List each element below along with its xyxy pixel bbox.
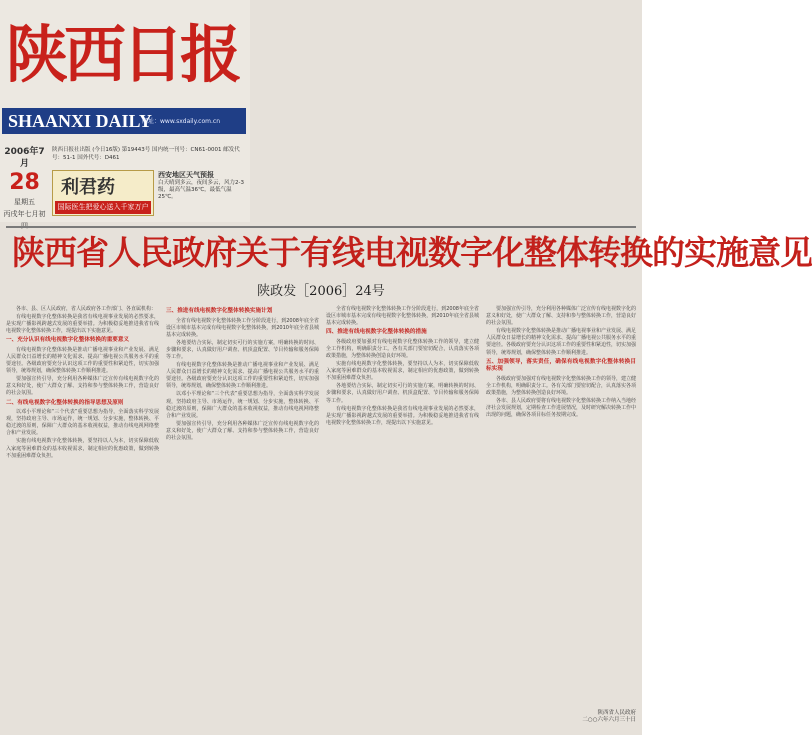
signing-date: 二○○六年六月三十日 bbox=[582, 717, 636, 723]
issue-lunar-date: 丙戌年七月初 bbox=[3, 210, 46, 218]
paragraph: 以邓小平理论和“三个代表”重要思想为指导，全面落实科学发展观，坚持政府主导、市场运作，统一规划、分步实施，整体转换、平稳过渡的原则，保障广大群众的基本收视权益，推动有线电视网络整合和产业发展。 bbox=[166, 391, 319, 419]
paragraph: 各地要结合实际，制定切实可行的实施方案，明确转换的时间、步骤和要求，认真做好用户调查、机顶盒配置、节目传输和服务保障等工作。 bbox=[166, 339, 319, 360]
ad-subtitle: 国际医生把爱心送入千家万户 bbox=[55, 201, 151, 214]
section-heading: 二、有线电视数字化整体转换的指导思想及原则 bbox=[6, 399, 124, 406]
paragraph: 各市、县、区人民政府，省人民政府各工作部门、各直属机构： bbox=[16, 306, 157, 312]
section-heading: 五、加强领导，落实责任，确保有线电视数字化整体转换目标实现 bbox=[486, 358, 636, 373]
paragraph: 有线电视数字化整体转换是我省有线电视事业发展的必然要求，是实现广播影视跨越式发展的重要举措。为积极稳妥地推进我省有线电视数字化整体转换工作，现提出以下实施意见。 bbox=[6, 314, 159, 335]
paragraph: 全省有线电视数字化整体转换工作分阶段进行，到2008年底全省设区市城市基本完成有线电视数字化整体转换，到2010年底全省县城基本完成转换。 bbox=[166, 317, 319, 338]
paragraph: 有线电视数字化整体转换是我省有线电视事业发展的必然要求，是实现广播影视跨越式发展的重要举措。为积极稳妥地推进我省有线电视数字化整体转换工作，现提出以下实施意见。 bbox=[326, 405, 479, 426]
article-column-3 bbox=[326, 306, 479, 726]
paragraph: 全省有线电视数字化整体转换工作分阶段进行，到2008年底全省设区市城市基本完成有线电视数字化整体转换，到2010年底全省县城基本完成转换。 bbox=[326, 306, 479, 327]
newspaper-title-english: SHAANXI DAILY bbox=[2, 108, 246, 134]
paragraph: 各级政府要加强对有线电视数字化整体转换工作的领导，建立健全工作机构，明确职责分工。各有关部门要密切配合，认真落实各项政策措施，为整体转换创造良好环境。 bbox=[326, 338, 479, 359]
ad-title: 利君药 bbox=[61, 177, 115, 198]
issue-day: 28 bbox=[9, 170, 40, 195]
paragraph: 各市、县人民政府要将有线电视数字化整体转换工作纳入当地经济社会发展规划，定期检查工作进展情况，及时研究解决转换工作中出现的问题，确保各项目标任务按期完成。 bbox=[486, 397, 637, 419]
paragraph: 以邓小平理论和“三个代表”重要思想为指导，全面落实科学发展观，坚持政府主导、市场运作，统一规划、分步实施，整体转换、平稳过渡的原则，保障广大群众的基本收视权益，推动有线电视网络整合和产业发展。 bbox=[6, 409, 159, 437]
paragraph: 实施有线电视数字化整体转换，要坚持以人为本，切实保障低收入家庭等困难群众的基本收视需求，制定相应的优惠政策，做到转换不加重困难群众负担。 bbox=[326, 361, 479, 382]
paragraph: 要加强宣传引导，充分利用各种媒体广泛宣传有线电视数字化的意义和好处，使广大群众了解、支持和参与整体转换工作，营造良好的社会氛围。 bbox=[6, 376, 159, 397]
paragraph: 要加强宣传引导，充分利用各种媒体广泛宣传有线电视数字化的意义和好处，使广大群众了解、支持和参与整体转换工作，营造良好的社会氛围。 bbox=[486, 306, 637, 327]
weather-forecast bbox=[158, 170, 248, 216]
article-column-4 bbox=[486, 306, 636, 726]
paragraph: 各地要结合实际，制定切实可行的实施方案，明确转换的时间、步骤和要求，认真做好用户调查、机顶盒配置、节目传输和服务保障等工作。 bbox=[326, 383, 479, 404]
paragraph: 要加强宣传引导，充分利用各种媒体广泛宣传有线电视数字化的意义和好处，使广大群众了解、支持和参与整体转换工作，营造良好的社会氛围。 bbox=[166, 420, 319, 441]
issue-weekday: 星期五 bbox=[14, 198, 35, 206]
publication-info: 陕西日报社出版 (今日16版) 第19443号 国内统一刊号：CN61-0001 邮发代号：51-1 国外代号：D461 bbox=[52, 147, 240, 161]
article-headline: 陕西省人民政府关于有线电视数字化整体转换的实施意见 bbox=[12, 233, 812, 272]
paragraph: 各级政府要加强对有线电视数字化整体转换工作的领导，建立健全工作机构，明确职责分工。各有关部门要密切配合，认真落实各项政策措施，为整体转换创造良好环境。 bbox=[486, 375, 637, 396]
paragraph: 实施有线电视数字化整体转换，要坚持以人为本，切实保障低收入家庭等困难群众的基本收视需求，制定相应的优惠政策，做到转换不加重困难群众负担。 bbox=[6, 438, 159, 459]
divider bbox=[6, 226, 636, 228]
paragraph: 有线电视数字化整体转换是推动广播电视事业和产业发展、满足人民群众日益增长的精神文化需求、提高广播电视公共服务水平的重要途径。各级政府要充分认识这项工作的重要性和紧迫性，切实加强领导，统筹规划，确保整体转换工作顺利推进。 bbox=[486, 328, 637, 356]
newspaper-url: 网址：www.sxdaily.com.cn bbox=[142, 118, 221, 125]
paragraph: 有线电视数字化整体转换是推动广播电视事业和产业发展、满足人民群众日益增长的精神文化需求、提高广播电视公共服务水平的重要途径。各级政府要充分认识这项工作的重要性和紧迫性，切实加强领导，统筹规划，确保整体转换工作顺利推进。 bbox=[6, 346, 159, 375]
advertisement-box bbox=[52, 170, 154, 216]
section-heading: 三、推进有线电视数字化整体转换实施计划 bbox=[166, 308, 273, 314]
article-column-2 bbox=[166, 306, 319, 726]
weather-title: 西安地区天气预报 bbox=[158, 171, 214, 179]
paragraph: 有线电视数字化整体转换是推动广播电视事业和产业发展、满足人民群众日益增长的精神文化需求、提高广播电视公共服务水平的重要途径。各级政府要充分认识这项工作的重要性和紧迫性，切实加强领导，统筹规划，确保整体转换工作顺利推进。 bbox=[166, 362, 319, 390]
article-column-1 bbox=[6, 306, 159, 726]
signing-organization: 陕西省人民政府 bbox=[597, 710, 636, 716]
section-heading: 一、充分认识有线电视数字化整体转换的重要意义 bbox=[6, 337, 130, 344]
newspaper-title: 陕西日报 bbox=[6, 18, 239, 91]
weather-text: 白天晴到多云，夜间多云，风力2-3级，最高气温36℃，最低气温25℃。 bbox=[158, 180, 244, 200]
issue-year-month: 2006年7月 bbox=[4, 147, 45, 169]
masthead bbox=[0, 0, 250, 222]
signature-block bbox=[560, 710, 636, 724]
section-heading: 四、推进有线电视数字化整体转换的措施 bbox=[326, 329, 427, 336]
document-number: 陕政发［2006］24号 bbox=[257, 284, 385, 299]
issue-date bbox=[2, 146, 47, 216]
